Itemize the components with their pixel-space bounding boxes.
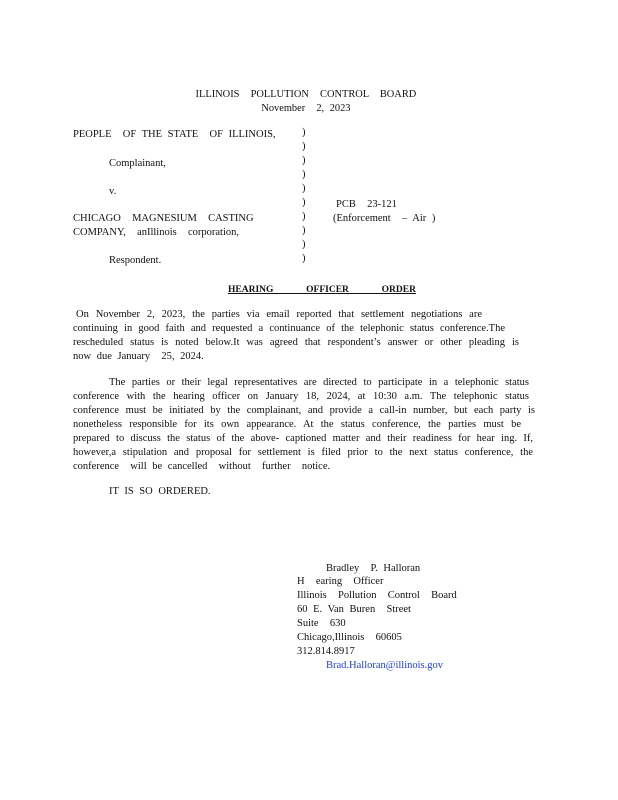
caption-paren: ) [302, 127, 306, 138]
caption-respondent-name-1: CHICAGO MAGNESIUM CASTING [73, 213, 254, 224]
caption-paren-column [302, 126, 306, 266]
caption-paren: ) [302, 225, 306, 236]
caption-paren: ) [302, 169, 306, 180]
caption-paren: ) [302, 211, 306, 222]
paragraph-1-line: On November 2, 2023, the parties via email reported that settlement negotiations are [76, 309, 482, 320]
order-title: HEARING OFFICER ORDER [228, 285, 416, 295]
signer-phone: 312.814.8917 [297, 646, 355, 657]
case-type: (Enforcement – Air ) [333, 213, 436, 224]
paragraph-2-line: conference with the hearing officer on January 18, 2024, at 10:30 a.m. The telephonic status [73, 391, 529, 402]
caption-paren: ) [302, 197, 306, 208]
caption-respondent-name-2: COMPANY, anIllinois corporation, [73, 227, 240, 238]
so-ordered: IT IS SO ORDERED. [109, 486, 211, 497]
case-number: PCB 23-121 [336, 199, 397, 210]
caption-versus: v. [109, 186, 117, 197]
paragraph-1-line: continuing in good faith and requested a continuance of the telephonic status conference.The [73, 323, 505, 334]
paragraph-1-line: rescheduled status is noted below.It was agreed that respondent’s answer or other pleading is [73, 337, 519, 348]
caption-complainant: Complainant, [109, 158, 166, 169]
caption-paren: ) [302, 155, 306, 166]
order-date: November 2, 2023 [261, 103, 351, 114]
caption-paren: ) [302, 239, 306, 250]
caption-paren: ) [302, 183, 306, 194]
signer-suite: Suite 630 [297, 618, 346, 629]
agency-name: ILLINOIS POLLUTION CONTROL BOARD [195, 89, 417, 100]
signer-email-link[interactable]: Brad.Halloran@illinois.gov [326, 660, 443, 671]
signer-city: Chicago,Illinois 60605 [297, 632, 402, 643]
paragraph-2-line: nonetheless responsible for its own appearance. At the status conference, the parties must be [73, 419, 521, 430]
signer-street: 60 E. Van Buren Street [297, 604, 411, 615]
signer-name: Bradley P. Halloran [326, 563, 421, 574]
caption-people: PEOPLE OF THE STATE OF ILLINOIS, [73, 129, 276, 140]
signer-organization: Illinois Pollution Control Board [297, 590, 457, 601]
paragraph-2-line: however,a stipulation and proposal for settlement is filed prior to the next status conference, the [73, 447, 533, 458]
signer-title: H earing Officer [297, 576, 384, 587]
paragraph-2-line: The parties or their legal representatives are directed to participate in a telephonic status [109, 377, 529, 388]
paragraph-2-line: prepared to discuss the status of the above- captioned matter and their readiness for hear ing. If, [73, 433, 533, 444]
paragraph-1-line: now due January 25, 2024. [73, 351, 204, 362]
paragraph-2-line: conference will be cancelled without further notice. [73, 461, 331, 472]
paragraph-2-line: conference must be initiated by the complainant, and provide a call-in number, but each party is [73, 405, 535, 416]
caption-respondent: Respondent. [109, 255, 162, 266]
caption-paren: ) [302, 141, 306, 152]
caption-paren: ) [302, 253, 306, 264]
